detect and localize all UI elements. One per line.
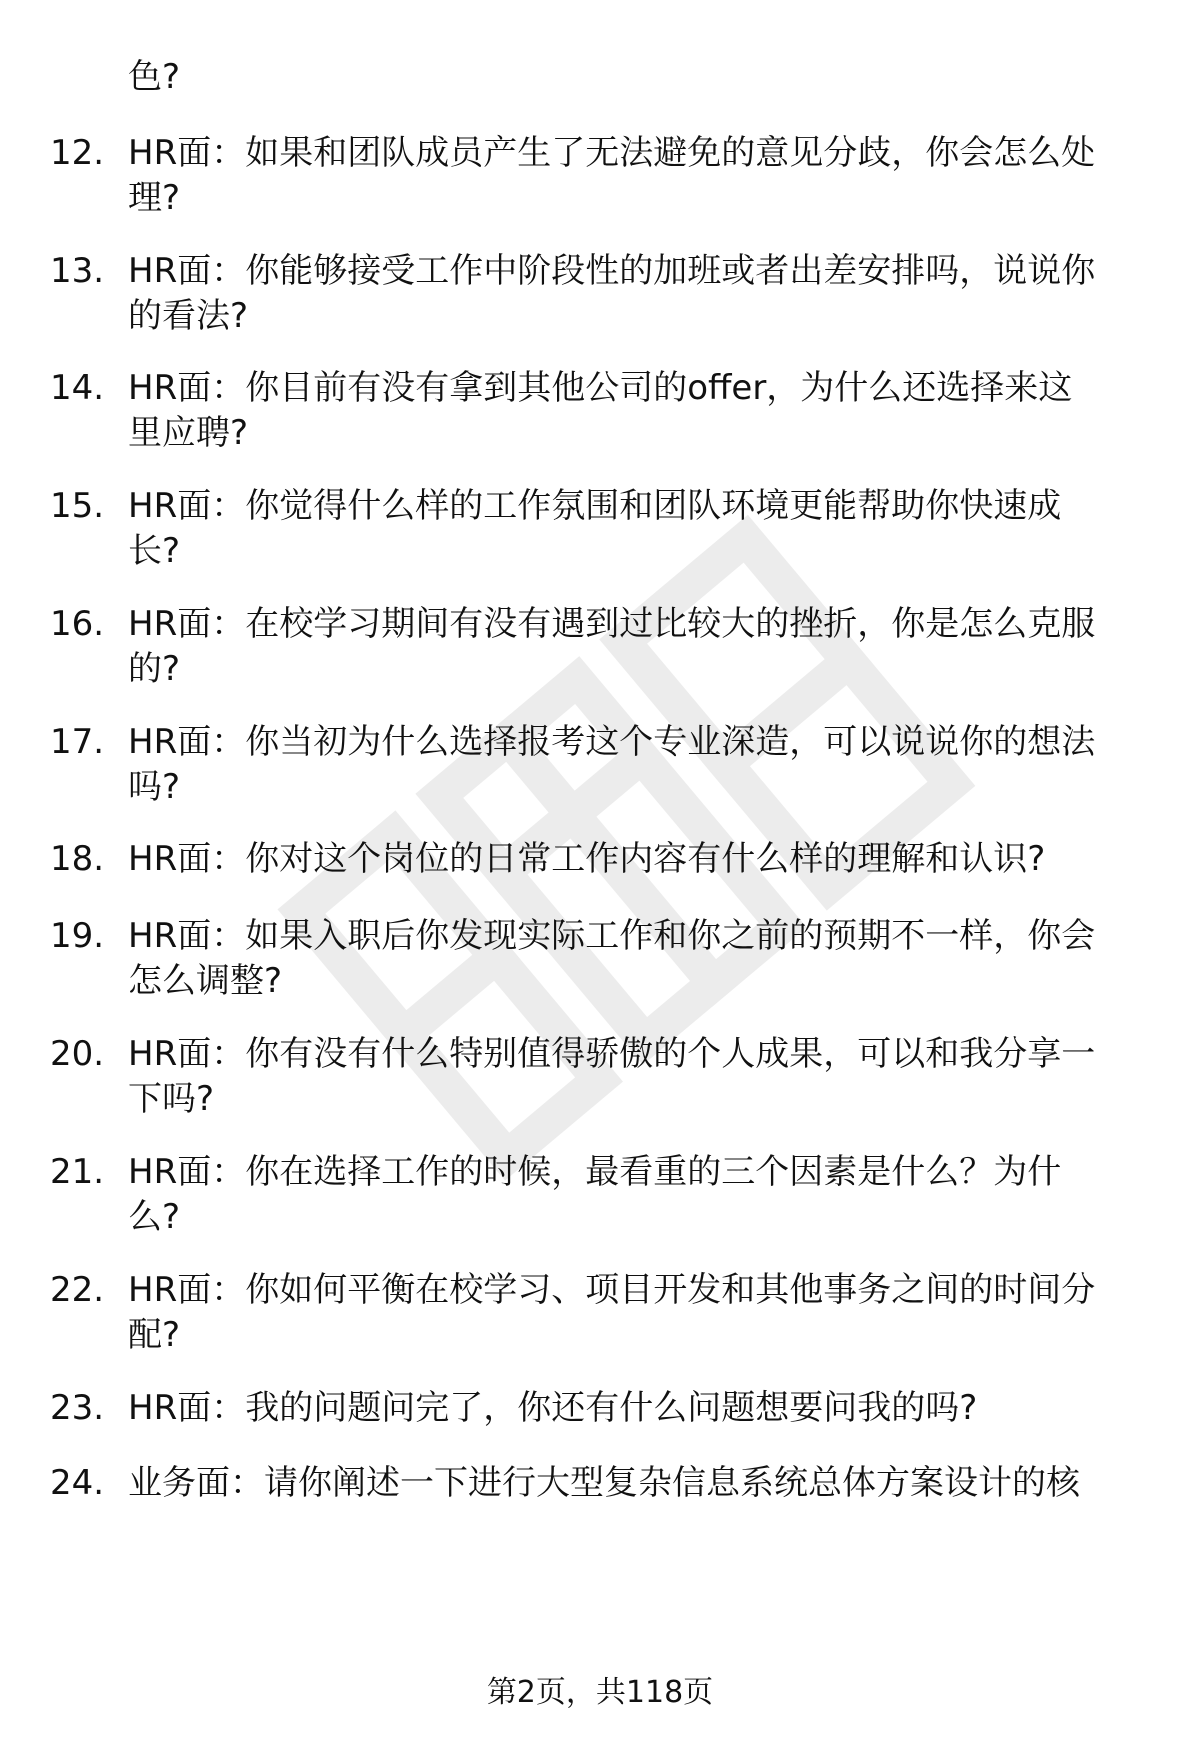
item-text: HR面：你能够接受工作中阶段性的加班或者出差安排吗，说说你 bbox=[128, 251, 1096, 291]
item-text: HR面：我的问题问完了，你还有什么问题想要问我的吗? bbox=[128, 1388, 978, 1428]
item-text-continuation: 的看法? bbox=[128, 296, 249, 336]
item-number: 13. bbox=[50, 251, 105, 291]
item-text-continuation: 怎么调整? bbox=[128, 961, 283, 1001]
item-text: HR面：如果入职后你发现实际工作和你之前的预期不一样，你会 bbox=[128, 916, 1096, 956]
page-footer: 第2页，共118页 bbox=[486, 1675, 714, 1710]
item-text: HR面：你在选择工作的时候，最看重的三个因素是什么？为什 bbox=[128, 1152, 1062, 1192]
item-number: 14. bbox=[50, 368, 105, 408]
item-text-continuation: 的? bbox=[128, 649, 181, 689]
item-number: 21. bbox=[50, 1152, 105, 1192]
item-text-continuation: 下吗? bbox=[128, 1079, 215, 1119]
item-number: 17. bbox=[50, 722, 105, 762]
item-text: 业务面：请你阐述一下进行大型复杂信息系统总体方案设计的核 bbox=[128, 1463, 1080, 1503]
item-number: 22. bbox=[50, 1270, 105, 1310]
item-text: HR面：如果和团队成员产生了无法避免的意见分歧，你会怎么处 bbox=[128, 133, 1096, 173]
item-number: 19. bbox=[50, 916, 105, 956]
item-text: HR面：你如何平衡在校学习、项目开发和其他事务之间的时间分 bbox=[128, 1270, 1096, 1310]
item-number: 23. bbox=[50, 1388, 105, 1428]
item-text-continuation: 么? bbox=[128, 1197, 181, 1237]
item-number: 15. bbox=[50, 486, 105, 526]
item-text: HR面：你当初为什么选择报考这个专业深造，可以说说你的想法 bbox=[128, 722, 1096, 762]
item-text: HR面：你有没有什么特别值得骄傲的个人成果，可以和我分享一 bbox=[128, 1034, 1096, 1074]
item-text-continuation: 里应聘? bbox=[128, 413, 249, 453]
item-text-continuation: 配? bbox=[128, 1315, 181, 1355]
item-text-continuation: 吗? bbox=[128, 767, 181, 807]
item-text: HR面：你对这个岗位的日常工作内容有什么样的理解和认识? bbox=[128, 839, 1046, 879]
item-text: HR面：你目前有没有拿到其他公司的offer，为什么还选择来这 bbox=[128, 368, 1073, 408]
item-number: 20. bbox=[50, 1034, 105, 1074]
item-number: 16. bbox=[50, 604, 105, 644]
item-text: HR面：在校学习期间有没有遇到过比较大的挫折，你是怎么克服 bbox=[128, 604, 1096, 644]
item-text: HR面：你觉得什么样的工作氛围和团队环境更能帮助你快速成 bbox=[128, 486, 1062, 526]
item-text-continuation: 长? bbox=[128, 531, 181, 571]
item-number: 24. bbox=[50, 1463, 105, 1503]
item-text-continuation: 色? bbox=[128, 57, 181, 97]
item-text-continuation: 理? bbox=[128, 178, 181, 218]
item-number: 18. bbox=[50, 839, 105, 879]
item-number: 12. bbox=[50, 133, 105, 173]
